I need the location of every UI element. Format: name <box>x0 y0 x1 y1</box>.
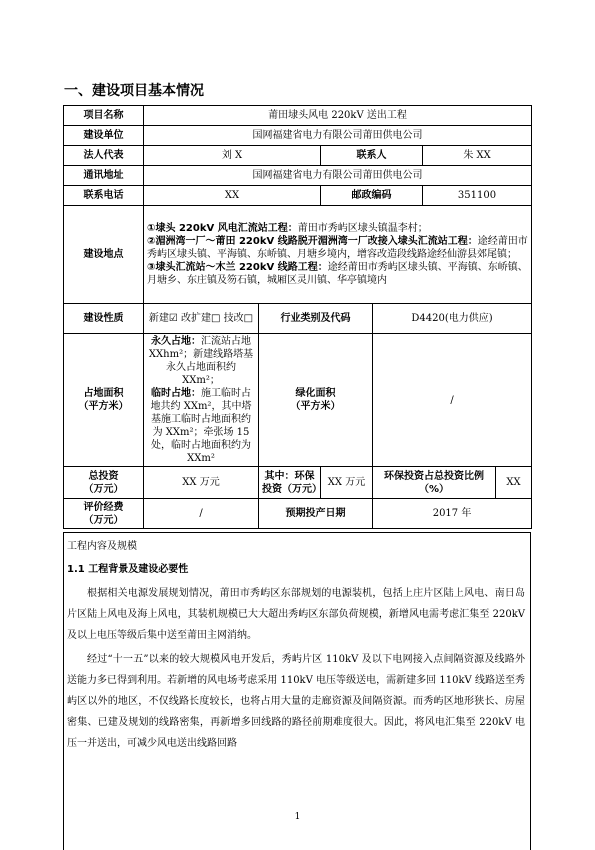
location-label: 建设地点 <box>64 206 144 304</box>
env-ratio-label: 环保投资占总投资比例（%） <box>373 467 496 499</box>
area-label: 占地面积 （平方米） <box>64 334 144 467</box>
content-heading: 工程内容及规模 <box>67 541 137 552</box>
postcode-label: 邮政编码 <box>321 186 423 206</box>
location-item-1-title: ①埭头 220kV 风电汇流站工程： <box>147 223 298 234</box>
permanent-area-text: 汇流站占地 XXhm²；新建线路塔基永久占地面积约 XXm²； <box>148 336 254 386</box>
operation-date-value: 2017 年 <box>373 499 532 529</box>
total-investment-label: 总投资 （万元） <box>64 467 144 499</box>
green-area-value: / <box>373 334 532 467</box>
permanent-area-title: 永久占地： <box>151 336 201 347</box>
legal-rep-value: 刘 X <box>144 146 321 166</box>
env-investment-value: XX 万元 <box>321 467 373 499</box>
page-number: 1 <box>294 812 301 822</box>
temporary-area-title: 临时占地： <box>151 388 201 399</box>
location-item-1-text: 莆田市秀屿区埭头镇温李村； <box>297 223 428 234</box>
location-item-2-text: 途经莆田市秀屿区埭头镇、平海镇、东峤镇、月塘乡境内，增容改造段线路途经仙游县郊尾镇； <box>147 236 528 260</box>
operation-date-label: 预期投产日期 <box>259 499 373 529</box>
industry-value: D4420(电力供应) <box>373 304 532 334</box>
project-name-value: 莆田埭头风电 220kV 送出工程 <box>144 106 532 126</box>
location-item-2 <box>147 235 528 261</box>
green-area-label: 绿化面积 （平方米） <box>259 334 373 467</box>
paragraph-1: 根据相关电源发展规划情况，莆田市秀屿区东部规划的电源装机，包括上庄片区陆上风电、南日岛片区陆上风电及海上风电，其装机规模已大大超出秀屿区东部负荷规模，新增风电需考虑汇集至 220kV 及以上电压等级后集中送至莆田主网消纳。 <box>67 588 525 641</box>
address-label: 通讯地址 <box>64 166 144 186</box>
nature-label: 建设性质 <box>64 304 144 334</box>
industry-label: 行业类别及代码 <box>259 304 373 334</box>
paragraph-2: 经过“十一五”以来的较大规模风电开发后，秀屿片区 110kV 及以下电网接入点间隔资源及线路外送能力多已得到利用。若新增的风电场考虑采用 110kV 电压等级送电，需新建多回 110kV 线路送至秀屿区以外的地区，不仅线路长度较长，也将占用大量的走廊资源及间隔资源。而秀屿区地形狭长、房屋密集、已建及规划的线路密集，再新增多回线路的路径前期难度很大。因此，将风电汇集至 220kV 电压一并送出，可减少风电送出线路回路 <box>67 654 525 749</box>
nature-value: 新建☑ 改扩建□ 技改□ <box>144 304 259 334</box>
section-heading-1-1: 1.1 工程背景及建设必要性 <box>67 564 189 575</box>
location-item-3-text: 途经莆田市秀屿区埭头镇、平海镇、东峤镇、月塘乡、东庄镇及笏石镇，城厢区灵川镇、华亭镇境内 <box>147 262 528 286</box>
eval-fee-label: 评价经费 （万元） <box>64 499 144 529</box>
location-item-2-title: ②湄洲湾一厂～莆田 220kV 线路脱开湄洲湾一厂改接入埭头汇流站工程： <box>147 236 478 247</box>
env-investment-label: 其中：环保投资（万元） <box>259 467 321 499</box>
eval-fee-value: / <box>144 499 259 529</box>
project-content-section <box>63 532 531 850</box>
project-info-table <box>63 105 532 529</box>
phone-label: 联系电话 <box>64 186 144 206</box>
address-value: 国网福建省电力有限公司莆田供电公司 <box>144 166 532 186</box>
postcode-value: 351100 <box>423 186 532 206</box>
project-name-label: 项目名称 <box>64 106 144 126</box>
location-item-3-title: ③埭头汇流站～木兰 220kV 线路工程： <box>147 262 328 273</box>
location-item-3 <box>147 261 528 287</box>
legal-rep-label: 法人代表 <box>64 146 144 166</box>
env-ratio-value: XX <box>496 467 532 499</box>
phone-value: XX <box>144 186 321 206</box>
temporary-area-text: 施工临时占地共约 XXm²，其中塔基施工临时占地面积约为 XXm²；牵张场 15 处，临时占地面积约为 XXm² <box>150 388 252 464</box>
total-investment-value: XX 万元 <box>144 467 259 499</box>
contact-label: 联系人 <box>321 146 423 166</box>
location-item-1 <box>147 222 528 235</box>
area-value <box>144 334 259 467</box>
page-title: 一、建设项目基本情况 <box>64 83 204 99</box>
construction-unit-label: 建设单位 <box>64 126 144 146</box>
contact-value: 朱 XX <box>423 146 532 166</box>
construction-unit-value: 国网福建省电力有限公司莆田供电公司 <box>144 126 532 146</box>
location-value <box>144 206 532 304</box>
